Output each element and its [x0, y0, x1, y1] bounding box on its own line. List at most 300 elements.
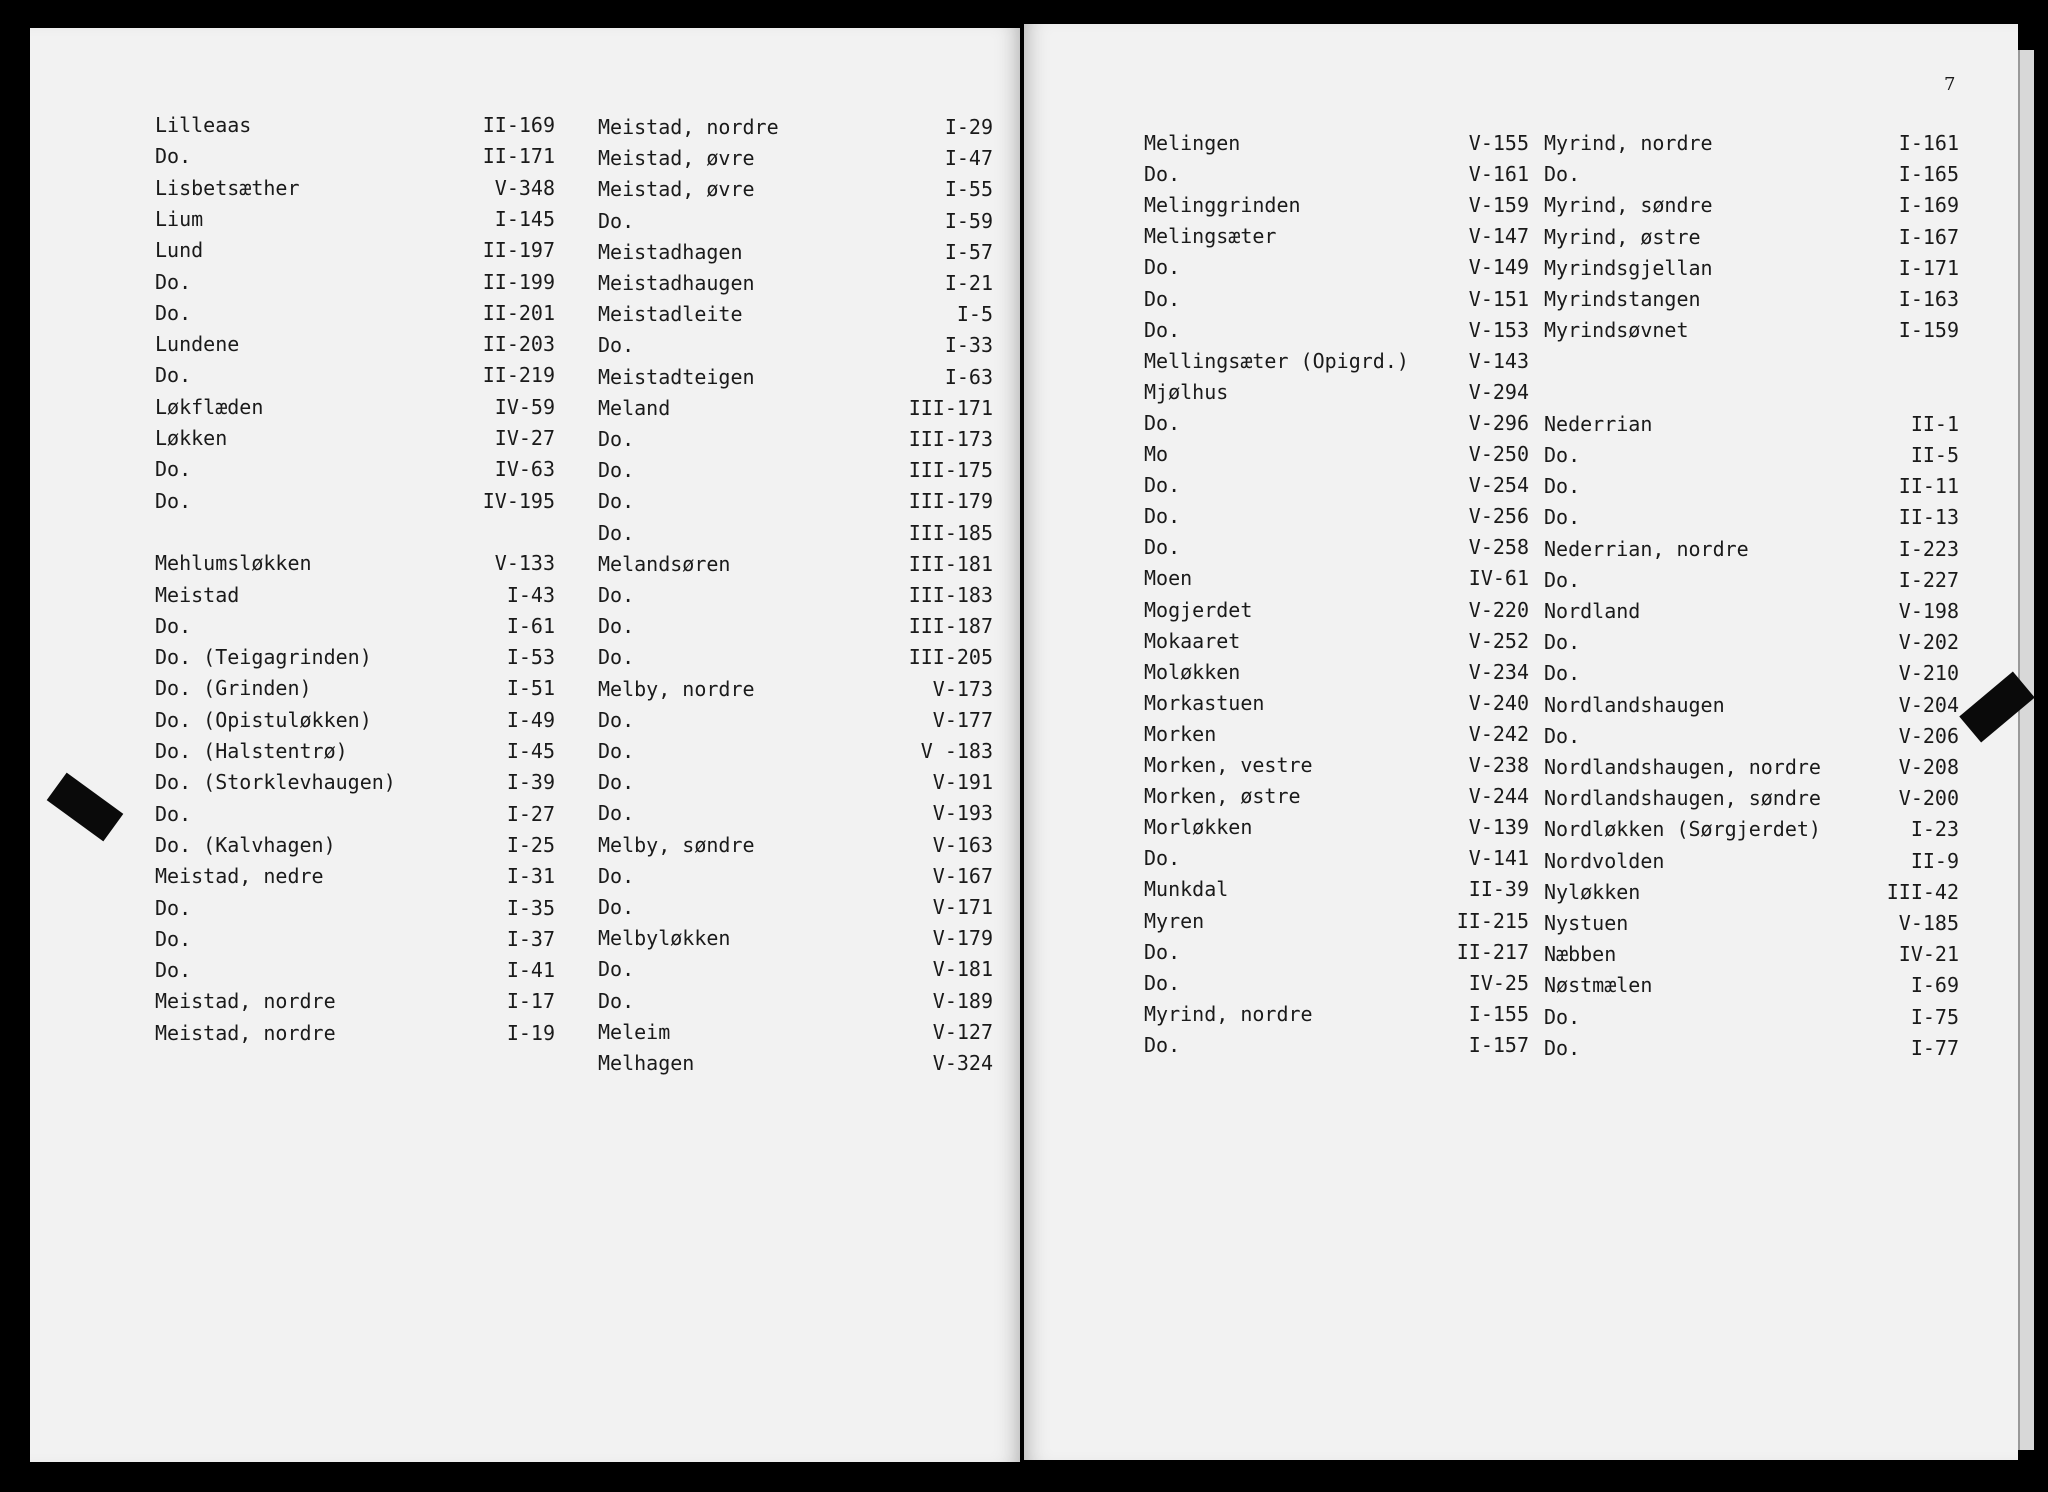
page-reference: V-181 — [932, 957, 993, 982]
index-entry — [598, 547, 993, 581]
index-entry — [1144, 686, 1529, 720]
index-entry — [1544, 469, 1959, 503]
page-reference: V-198 — [1898, 599, 1959, 623]
place-name: Do. — [1144, 535, 1181, 560]
index-entry — [1544, 376, 1959, 410]
index-entry — [1544, 719, 1959, 753]
page-reference: V-200 — [1898, 786, 1959, 811]
place-name: Meland — [598, 395, 671, 420]
place-name: Lund — [155, 238, 204, 263]
page-reference: V-238 — [1468, 753, 1529, 777]
index-entry — [155, 108, 555, 142]
index-entry — [1544, 282, 1959, 316]
index-entry — [155, 484, 555, 518]
page-reference: V-204 — [1898, 692, 1959, 717]
page-reference: I-51 — [506, 676, 555, 701]
index-entry — [1144, 437, 1529, 471]
page-reference: V-250 — [1468, 442, 1529, 466]
place-name: Do. — [155, 895, 192, 920]
page-reference: I-145 — [494, 206, 555, 231]
place-name: Mogjerdet — [1144, 597, 1253, 622]
place-name: Do. — [1144, 286, 1181, 311]
page-reference: IV-25 — [1468, 970, 1529, 995]
index-entry — [155, 390, 555, 424]
page-reference: I-25 — [506, 832, 555, 857]
index-entry — [1544, 188, 1959, 222]
page-reference: V-185 — [1898, 911, 1959, 935]
index-entry — [1544, 563, 1959, 597]
page-reference: V-133 — [494, 551, 555, 576]
index-entry — [1144, 561, 1529, 595]
place-name: Do. — [1144, 410, 1181, 435]
index-entry — [1144, 872, 1529, 906]
place-name: Nordvolden — [1544, 848, 1665, 873]
place-name: Do. — [155, 363, 192, 388]
place-name: Do. — [155, 269, 192, 294]
place-name: Løkflæden — [155, 394, 264, 419]
place-name: Do. — [1144, 1032, 1181, 1057]
place-name: Do. — [598, 458, 635, 483]
index-entry — [1144, 375, 1529, 409]
page-reference: I-223 — [1898, 536, 1959, 561]
page-reference: V-240 — [1468, 690, 1529, 715]
page-reference: IV-27 — [494, 426, 555, 450]
place-name: Melingsæter — [1144, 224, 1277, 249]
index-entry — [155, 358, 555, 392]
page-reference: V-163 — [932, 832, 993, 857]
place-name: Do. — [598, 801, 635, 826]
index-entry — [1544, 968, 1959, 1002]
place-name: Do. — [1144, 939, 1181, 964]
index-entry — [1144, 126, 1529, 160]
index-entry — [155, 296, 555, 330]
page-reference: II-201 — [482, 300, 555, 325]
place-name: Morken, vestre — [1144, 753, 1313, 777]
index-entry — [598, 422, 993, 456]
place-name: Morkastuen — [1144, 690, 1265, 715]
place-name: Do. — [1544, 474, 1581, 499]
place-name: Meistad — [155, 582, 240, 607]
page-reference: II-171 — [482, 144, 555, 169]
place-name: Melby, nordre — [598, 676, 755, 701]
index-entry — [155, 578, 555, 612]
place-name: Moløkken — [1144, 659, 1241, 684]
index-entry — [598, 921, 993, 955]
page-reference: IV-63 — [494, 457, 555, 482]
place-name: Do. — [598, 739, 635, 763]
place-name: Myren — [1144, 908, 1205, 933]
index-entry — [155, 859, 555, 893]
index-entry — [598, 516, 993, 550]
index-entry — [1144, 250, 1529, 284]
page-reference: V-155 — [1468, 131, 1529, 155]
place-name: Do. — [155, 801, 192, 826]
index-entry — [1544, 812, 1959, 846]
place-name: Do. — [1144, 162, 1181, 187]
page-reference: V-171 — [932, 895, 993, 919]
place-name: Meistad, øvre — [598, 177, 755, 202]
place-name: Melingen — [1144, 131, 1241, 155]
page-reference: V-151 — [1468, 286, 1529, 311]
page-reference: III-185 — [908, 520, 993, 545]
page-reference: V-244 — [1468, 784, 1529, 809]
page-reference: I-171 — [1898, 255, 1959, 280]
page-reference: V-149 — [1468, 255, 1529, 280]
page-reference: V-202 — [1898, 630, 1959, 655]
place-name: Meistad, nedre — [155, 864, 324, 889]
index-entry — [598, 204, 993, 238]
page-reference: III-181 — [908, 551, 993, 576]
place-name: Do. — [155, 958, 192, 983]
page-reference: I-163 — [1898, 287, 1959, 311]
place-name: Mjølhus — [1144, 379, 1229, 404]
place-name: Do. — [598, 645, 635, 670]
page-reference: I-21 — [944, 271, 993, 295]
page-reference: I-19 — [506, 1020, 555, 1045]
index-entry — [155, 703, 555, 737]
index-entry — [1144, 966, 1529, 1000]
index-entry — [598, 297, 993, 331]
page-reference: III-173 — [908, 427, 993, 451]
page-reference: I-63 — [944, 364, 993, 389]
page-reference: V-161 — [1468, 162, 1529, 187]
page-reference: V-296 — [1468, 410, 1529, 435]
index-entry — [1144, 344, 1529, 378]
place-name: Do. — [1544, 505, 1581, 530]
place-name: Do. — [1544, 1035, 1581, 1060]
index-entry — [598, 828, 993, 862]
index-entry — [155, 609, 555, 643]
place-name: Mokaaret — [1144, 628, 1241, 653]
index-entry — [1144, 717, 1529, 751]
place-name: Mo — [1144, 442, 1169, 466]
place-name: Do. — [155, 457, 192, 482]
index-entry — [1144, 313, 1529, 347]
place-name: Meistad, nordre — [155, 1020, 336, 1045]
index-entry — [1144, 779, 1529, 813]
page-reference: V-143 — [1468, 348, 1529, 373]
page-reference: V-256 — [1468, 504, 1529, 529]
place-name: Myrind, søndre — [1544, 193, 1713, 218]
page-reference: V-153 — [1468, 317, 1529, 342]
page-reference: III-175 — [908, 458, 993, 483]
index-entry — [155, 953, 555, 987]
index-entry — [155, 984, 555, 1018]
page-reference: IV-195 — [482, 488, 555, 513]
page-reference: I-29 — [944, 115, 993, 139]
place-name: Meistadhaugen — [598, 271, 755, 295]
index-entry — [598, 266, 993, 300]
page-reference: V-189 — [932, 988, 993, 1013]
place-name: Do. — [155, 144, 192, 169]
page-reference: V-167 — [932, 863, 993, 888]
place-name: Do. (Opistuløkken) — [155, 707, 372, 732]
page-reference: IV-59 — [494, 394, 555, 419]
index-entry — [155, 421, 555, 455]
index-entry — [598, 640, 993, 674]
page-reference: I-61 — [506, 613, 555, 638]
page-reference: I-37 — [506, 926, 555, 951]
place-name: Lundene — [155, 332, 240, 357]
page-reference: I-47 — [944, 146, 993, 171]
page-reference: V-141 — [1468, 846, 1529, 871]
index-entry — [1544, 594, 1959, 628]
index-entry — [598, 672, 993, 706]
place-name: Do. — [598, 957, 635, 982]
index-entry — [1144, 935, 1529, 969]
page-reference: V-254 — [1468, 473, 1529, 498]
place-name: Morløkken — [1144, 815, 1253, 840]
page-reference: V-159 — [1468, 193, 1529, 218]
index-entry — [1144, 655, 1529, 689]
index-entry — [1544, 313, 1959, 347]
index-entry — [1544, 750, 1959, 784]
index-entry — [1544, 344, 1959, 378]
page-reference: I-49 — [506, 707, 555, 732]
page-reference: V-193 — [932, 801, 993, 826]
index-entry — [1144, 219, 1529, 253]
page-reference: V-139 — [1468, 815, 1529, 840]
place-name: Do. — [1544, 1004, 1581, 1029]
page-reference: III-205 — [908, 645, 993, 670]
place-name: Nordlandshaugen, søndre — [1544, 786, 1821, 811]
place-name: Do. — [1144, 317, 1181, 342]
page-reference: I-161 — [1898, 131, 1959, 155]
index-entry — [1544, 1000, 1959, 1034]
place-name: Nøstmælen — [1544, 973, 1653, 998]
page-reference: V-127 — [932, 1019, 993, 1044]
page-reference: III-42 — [1886, 879, 1959, 904]
place-name: Melbyløkken — [598, 926, 731, 951]
page-reference: V-173 — [932, 676, 993, 701]
place-name: Myrindsøvnet — [1544, 318, 1689, 343]
place-name: Do. (Halstentrø) — [155, 739, 348, 763]
index-entry — [598, 1015, 993, 1049]
page-reference: V-252 — [1468, 628, 1529, 653]
place-name: Morken, østre — [1144, 784, 1301, 809]
place-name: Melinggrinden — [1144, 193, 1301, 218]
place-name: Nordlandshaugen, nordre — [1544, 755, 1821, 779]
page-reference: I-39 — [506, 770, 555, 795]
place-name: Do. — [1144, 255, 1181, 280]
index-entry — [1544, 688, 1959, 722]
page-reference: I-17 — [506, 989, 555, 1014]
place-name: Do. — [1144, 970, 1181, 995]
place-name: Melby, søndre — [598, 832, 755, 857]
page-reference: II-203 — [482, 332, 555, 357]
index-entry — [155, 452, 555, 486]
page-reference: I-59 — [944, 208, 993, 233]
place-name: Do. — [598, 614, 635, 639]
page-reference: V-234 — [1468, 659, 1529, 684]
page-reference: I-165 — [1898, 162, 1959, 187]
page-reference: I-57 — [944, 239, 993, 264]
index-entry — [598, 235, 993, 269]
page-reference: II-13 — [1898, 505, 1959, 530]
place-name: Do. — [1544, 661, 1581, 686]
page-reference: I-41 — [506, 958, 555, 983]
place-name: Do. — [598, 520, 635, 545]
page-reference: I-157 — [1468, 1032, 1529, 1057]
place-name: Nystuen — [1544, 911, 1629, 935]
place-name: Do. — [155, 613, 192, 638]
place-name: Do. — [155, 926, 192, 951]
page-reference: IV-21 — [1898, 942, 1959, 967]
page-reference: I-31 — [506, 864, 555, 889]
index-entry — [155, 546, 555, 580]
place-name: Mehlumsløkken — [155, 551, 312, 576]
page-reference: V-206 — [1898, 723, 1959, 748]
place-name: Nyløkken — [1544, 879, 1641, 904]
index-entry — [1144, 841, 1529, 875]
place-name: Do. — [1144, 473, 1181, 498]
place-name: Nederrian — [1544, 411, 1653, 436]
index-entry — [155, 327, 555, 361]
place-name: Do. — [598, 988, 635, 1013]
page-reference: I-155 — [1468, 1001, 1529, 1026]
place-name: Munkdal — [1144, 877, 1229, 902]
page-reference: II-1 — [1910, 411, 1959, 436]
index-entry — [1144, 530, 1529, 564]
page-reference: II-11 — [1898, 474, 1959, 499]
place-name: Do. (Kalvhagen) — [155, 832, 336, 857]
page-reference: I-43 — [506, 582, 555, 607]
index-entry — [598, 703, 993, 737]
place-name: Do. — [598, 707, 635, 732]
place-name: Nordløkken (Sørgjerdet) — [1544, 817, 1821, 842]
place-name: Do. — [598, 208, 635, 233]
place-name: Meistad, nordre — [598, 115, 779, 139]
index-entry — [1544, 937, 1959, 971]
place-name: Do. — [1544, 567, 1581, 592]
place-name: Meistadhagen — [598, 239, 743, 264]
page-edge — [2018, 50, 2034, 1450]
place-name: Meistad, nordre — [155, 989, 336, 1014]
index-entry — [598, 453, 993, 487]
index-entry — [598, 796, 993, 830]
page-reference: V-147 — [1468, 224, 1529, 249]
index-entry — [1544, 532, 1959, 566]
place-name: Moen — [1144, 566, 1193, 591]
page-reference: I-53 — [506, 645, 555, 670]
index-entry — [1544, 220, 1959, 254]
place-name: Nederrian, nordre — [1544, 536, 1749, 561]
page-reference: II-215 — [1456, 908, 1529, 933]
page-reference: II-39 — [1468, 877, 1529, 902]
index-entry — [598, 952, 993, 986]
index-entry — [598, 734, 993, 768]
index-entry — [598, 360, 993, 394]
place-name: Do. (Grinden) — [155, 676, 312, 701]
place-name: Nordlandshaugen — [1544, 692, 1725, 717]
index-entry — [155, 515, 555, 549]
page-reference: I-23 — [1910, 817, 1959, 842]
page-reference: I-55 — [944, 177, 993, 202]
page-reference: V-210 — [1898, 661, 1959, 686]
place-name: Lium — [155, 206, 204, 231]
index-entry — [155, 202, 555, 236]
index-entry — [1144, 282, 1529, 316]
page-reference: III-179 — [908, 489, 993, 514]
page-reference: II-9 — [1910, 848, 1959, 873]
index-entry — [598, 765, 993, 799]
index-entry — [598, 484, 993, 518]
page-reference: I-33 — [944, 333, 993, 358]
index-entry — [1544, 1031, 1959, 1065]
page-reference: III-183 — [908, 583, 993, 607]
place-name: Do. — [1544, 162, 1581, 187]
page-reference: V -183 — [920, 739, 993, 763]
page-reference: V-258 — [1468, 535, 1529, 560]
page-reference: I-227 — [1898, 567, 1959, 592]
place-name: Nordland — [1544, 599, 1641, 623]
index-entry — [1144, 624, 1529, 658]
place-name: Do. — [598, 895, 635, 919]
index-entry — [598, 609, 993, 643]
place-name: Do. — [1544, 723, 1581, 748]
index-entry — [1544, 126, 1959, 160]
index-entry — [1544, 157, 1959, 191]
index-entry — [1544, 438, 1959, 472]
place-name: Do. (Teigagrinden) — [155, 645, 372, 670]
place-name: Do. — [598, 489, 635, 514]
page-reference: III-171 — [908, 395, 993, 420]
index-entry — [598, 984, 993, 1018]
index-entry — [1144, 997, 1529, 1031]
page-reference: II-5 — [1910, 443, 1959, 467]
page-reference: II-197 — [482, 238, 555, 263]
page-reference: I-5 — [956, 302, 993, 327]
page-reference: II-199 — [482, 269, 555, 294]
index-entry — [155, 171, 555, 205]
index-entry — [598, 328, 993, 362]
index-entry — [1544, 781, 1959, 815]
page-reference: I-75 — [1910, 1004, 1959, 1029]
index-entry — [155, 922, 555, 956]
index-entry — [1544, 906, 1959, 940]
place-name: Do. — [598, 863, 635, 888]
place-name: Melandsøren — [598, 551, 731, 576]
place-name: Lisbetsæther — [155, 175, 300, 200]
page-reference: I-45 — [506, 739, 555, 763]
page-reference: I-169 — [1898, 193, 1959, 218]
index-entry — [155, 233, 555, 267]
place-name: Meleim — [598, 1019, 671, 1044]
index-entry — [155, 765, 555, 799]
page-reference: IV-61 — [1468, 566, 1529, 591]
index-entry — [1144, 748, 1529, 782]
place-name: Do. — [598, 427, 635, 451]
index-entry — [1144, 1028, 1529, 1062]
index-entry — [155, 797, 555, 831]
index-entry — [1544, 407, 1959, 441]
place-name: Do. — [1544, 443, 1581, 467]
page-reference: V-220 — [1468, 597, 1529, 622]
index-entry — [598, 172, 993, 206]
place-name: Myrind, østre — [1544, 224, 1701, 249]
page-reference: V-242 — [1468, 721, 1529, 746]
place-name: Myrind, nordre — [1544, 131, 1713, 155]
page-reference: V-208 — [1898, 755, 1959, 779]
index-entry — [598, 110, 993, 144]
page-reference: II-219 — [482, 363, 555, 388]
place-name: Melhagen — [598, 1051, 695, 1075]
page-reference: V-294 — [1468, 379, 1529, 404]
index-entry — [1544, 500, 1959, 534]
index-entry — [598, 859, 993, 893]
left-page — [30, 28, 1020, 1462]
index-entry — [1144, 499, 1529, 533]
